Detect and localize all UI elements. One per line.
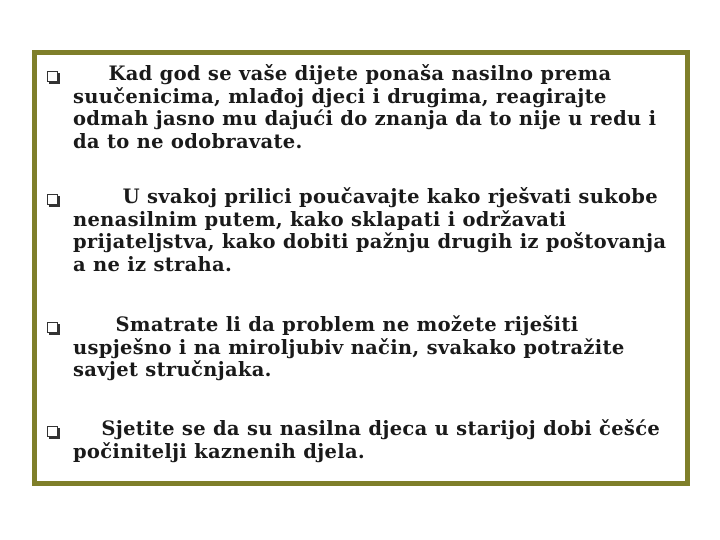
bullet-text-2: U svakoj prilici poučavajte kako rješvati sukobe nenasilnim putem, kako sklapati i održavati prijateljstva, kako dobiti pažnju drugih iz poštovanja a ne iz straha.	[73, 185, 674, 276]
square-bullet-icon	[47, 426, 58, 437]
bullet-text-4: Sjetite se da su nasilna djeca u starijoj dobi češće počinitelji kaznenih djela.	[73, 417, 668, 463]
square-bullet-icon	[47, 194, 58, 205]
square-bullet-icon	[47, 71, 58, 82]
bullet-text-1: Kad god se vaše dijete ponaša nasilno prema suučenicima, mlađoj djeci i drugima, reagirajte odmah jasno mu dajući do znanja da to nije u redu i da to ne odobravate.	[73, 62, 664, 153]
bullet-text-3: Smatrate li da problem ne možete riješiti uspješno i na miroljubiv način, svakako potražite savjet stručnjaka.	[73, 313, 632, 381]
square-bullet-icon	[47, 322, 58, 333]
content-frame	[32, 50, 690, 486]
